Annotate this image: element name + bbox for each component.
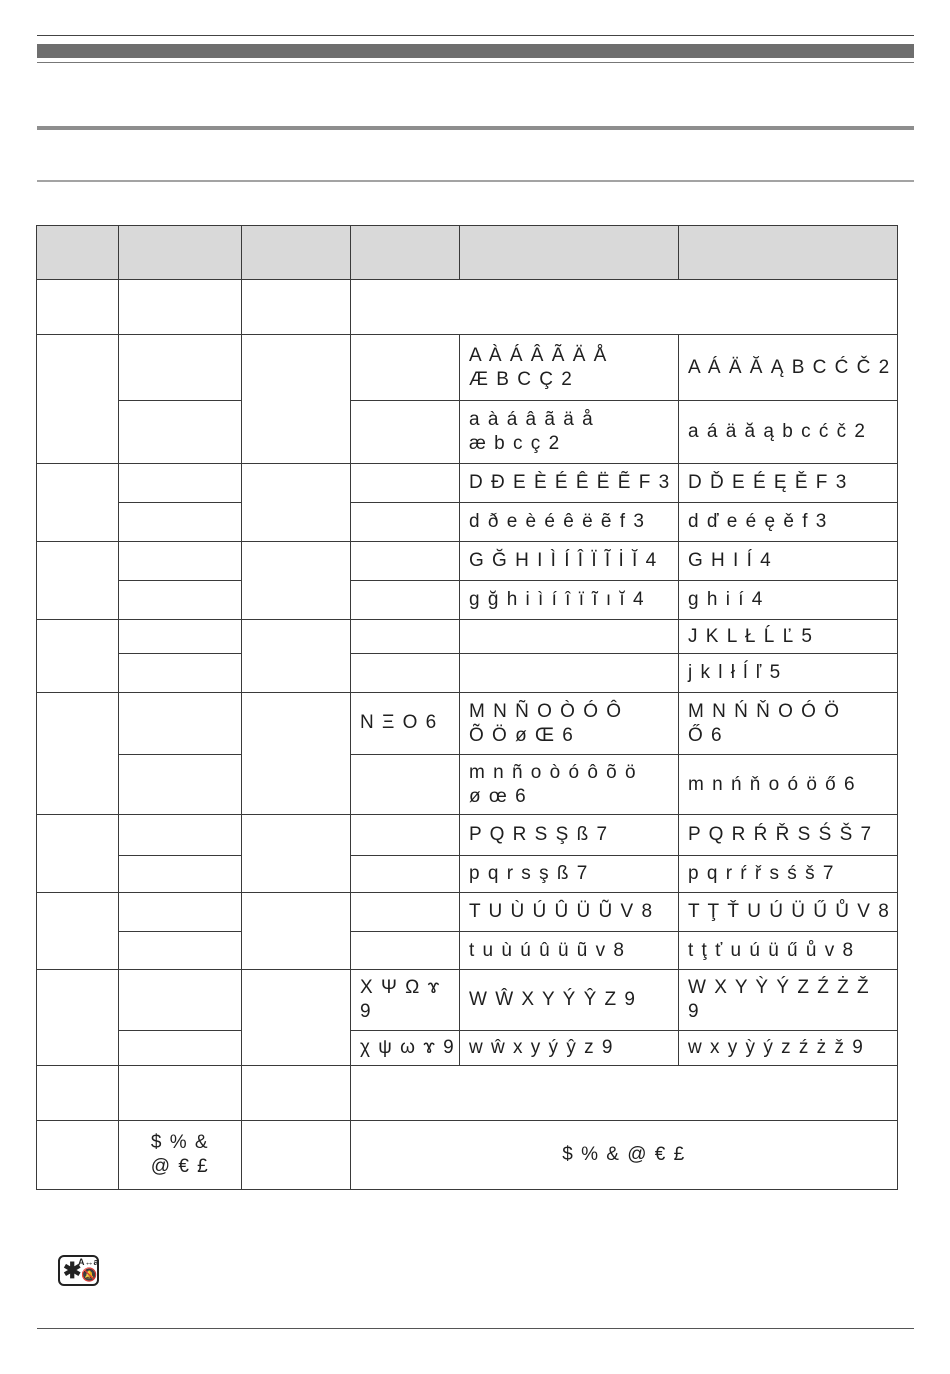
table-row (37, 893, 898, 932)
table-cell (119, 464, 242, 503)
key-cell (37, 815, 119, 893)
symbol-key-cell: $ % & @ € £ (119, 1121, 242, 1190)
latin-cell: G Ğ H I Ì Í Î Ï Ĩ İ Ĭ 4 (460, 542, 679, 581)
character-table (36, 225, 898, 1190)
extended-cell: d ď e é ę ě f 3 (679, 503, 898, 542)
key-cell (37, 893, 119, 970)
table-row (37, 503, 898, 542)
table-cell (119, 815, 242, 856)
table-row (37, 970, 898, 1031)
latin-cell (460, 654, 679, 693)
table-row (37, 620, 898, 654)
table-row (37, 755, 898, 815)
table-cell (119, 542, 242, 581)
table-cell (119, 893, 242, 932)
greek-cell (351, 620, 460, 654)
extended-cell: p q r ŕ ř s ś š 7 (679, 856, 898, 893)
greek-cell (351, 893, 460, 932)
table-cell (351, 1066, 898, 1121)
greek-cell: N Ξ O 6 (351, 693, 460, 755)
case-toggle-glyph: A↔a (78, 1257, 99, 1267)
table-row (37, 815, 898, 856)
latin-cell: D Đ E È É Ê Ë Ẽ F 3 (460, 464, 679, 503)
table-row (37, 464, 898, 503)
key-cell (37, 280, 119, 335)
table-header-row (37, 226, 898, 280)
extended-cell: a á ä ă ą b c ć č 2 (679, 401, 898, 464)
key-cell (37, 464, 119, 542)
table-cell (351, 280, 898, 335)
greek-cell (351, 815, 460, 856)
table-cell (119, 335, 242, 401)
table-cell (119, 970, 242, 1031)
greek-cell (351, 856, 460, 893)
greek-cell (351, 581, 460, 620)
header-underline (37, 62, 914, 63)
extended-cell: P Q R Ŕ Ř S Ś Š 7 (679, 815, 898, 856)
symbol-chars-cell: $ % & @ € £ (351, 1121, 898, 1190)
extended-cell: T Ţ Ť U Ú Ü Ű Ů V 8 (679, 893, 898, 932)
header-cell-extended (679, 226, 898, 280)
latin-cell: M N Ñ O Ò Ó Ô Õ Ö ø Œ 6 (460, 693, 679, 755)
table-row (37, 1031, 898, 1066)
table-cell (119, 932, 242, 970)
greek-cell (351, 542, 460, 581)
key-cell (37, 542, 119, 620)
header-cell-greek (351, 226, 460, 280)
table-cell (242, 1121, 351, 1190)
table-row (37, 932, 898, 970)
table-row (37, 581, 898, 620)
latin-cell: P Q R S Ş ß 7 (460, 815, 679, 856)
table-cell (119, 856, 242, 893)
greek-cell (351, 335, 460, 401)
extended-cell: G H I Í 4 (679, 542, 898, 581)
header-cell-key (37, 226, 119, 280)
table-cell (242, 280, 351, 335)
greek-cell (351, 932, 460, 970)
character-mode-icon (58, 1255, 99, 1286)
latin-cell: W Ŵ X Y Ý Ŷ Z 9 (460, 970, 679, 1031)
table-row (37, 693, 898, 755)
bell-off-glyph: 🔕 (81, 1267, 98, 1282)
table-row (37, 280, 898, 335)
extended-cell: D Ď E É Ę Ě F 3 (679, 464, 898, 503)
asterisk-glyph: ✱ (63, 1258, 82, 1283)
key-cell (37, 1066, 119, 1121)
key-cell (37, 1121, 119, 1190)
table-cell (119, 1031, 242, 1066)
table-cell (242, 1066, 351, 1121)
table-cell (242, 335, 351, 464)
latin-cell: m n ñ o ò ó ô õ ö ø œ 6 (460, 755, 679, 815)
table-row (37, 401, 898, 464)
table-cell (119, 1066, 242, 1121)
header-bar (37, 44, 914, 58)
table-cell (119, 654, 242, 693)
table-cell (242, 693, 351, 815)
table-row (37, 1121, 898, 1190)
latin-cell: a à á â ã ä å æ b c ç 2 (460, 401, 679, 464)
greek-cell (351, 503, 460, 542)
extended-cell: w x y ỳ ý z ź ż ž 9 (679, 1031, 898, 1066)
table-row (37, 542, 898, 581)
greek-cell (351, 654, 460, 693)
extended-cell: t ţ ť u ú ü ű ů v 8 (679, 932, 898, 970)
top-thin-rule (37, 35, 914, 36)
table-cell (119, 280, 242, 335)
key-cell (37, 693, 119, 815)
greek-cell: X Ψ Ω ɤ 9 (351, 970, 460, 1031)
greek-cell (351, 401, 460, 464)
extended-cell: j k l ł ĺ ľ 5 (679, 654, 898, 693)
table-cell (242, 464, 351, 542)
header-cell-mode1 (119, 226, 242, 280)
latin-cell (460, 620, 679, 654)
latin-cell: p q r s ş ß 7 (460, 856, 679, 893)
extended-cell: A Á Ä Ă Ą B C Ć Č 2 (679, 335, 898, 401)
table-cell (119, 693, 242, 755)
key-cell (37, 335, 119, 464)
table-cell (242, 542, 351, 620)
table-row (37, 335, 898, 401)
extended-cell: m n ń ň o ó ö ő 6 (679, 755, 898, 815)
table-cell (242, 815, 351, 893)
footer-rule (37, 1328, 914, 1329)
table-cell (242, 970, 351, 1066)
latin-cell: A À Á Â Ã Ä Å Æ B C Ç 2 (460, 335, 679, 401)
latin-cell: g ğ h i ì í î ï ĩ ı ĭ 4 (460, 581, 679, 620)
subsection-rule (37, 180, 914, 182)
table-row (37, 1066, 898, 1121)
latin-cell: d ð e è é ê ë ẽ f 3 (460, 503, 679, 542)
table-cell (119, 581, 242, 620)
table-cell (119, 755, 242, 815)
extended-cell: J K L Ł Ĺ Ľ 5 (679, 620, 898, 654)
table-row (37, 654, 898, 693)
greek-cell (351, 464, 460, 503)
table-cell (119, 401, 242, 464)
key-cell (37, 620, 119, 693)
header-cell-latin (460, 226, 679, 280)
greek-cell: χ ψ ω ɤ 9 (351, 1031, 460, 1066)
table-row (37, 856, 898, 893)
greek-cell (351, 755, 460, 815)
table-cell (119, 620, 242, 654)
table-cell (242, 893, 351, 970)
latin-cell: w ŵ x y ý ŷ z 9 (460, 1031, 679, 1066)
extended-cell: M N Ń Ň O Ó Ö Ő 6 (679, 693, 898, 755)
latin-cell: t u ù ú û ü ũ v 8 (460, 932, 679, 970)
header-cell-mode2 (242, 226, 351, 280)
extended-cell: W X Y Ỳ Ý Z Ź Ż Ž 9 (679, 970, 898, 1031)
section-rule (37, 126, 914, 130)
extended-cell: g h i í 4 (679, 581, 898, 620)
latin-cell: T U Ù Ú Û Ü Ũ V 8 (460, 893, 679, 932)
key-cell (37, 970, 119, 1066)
table-cell (242, 620, 351, 693)
table-cell (119, 503, 242, 542)
